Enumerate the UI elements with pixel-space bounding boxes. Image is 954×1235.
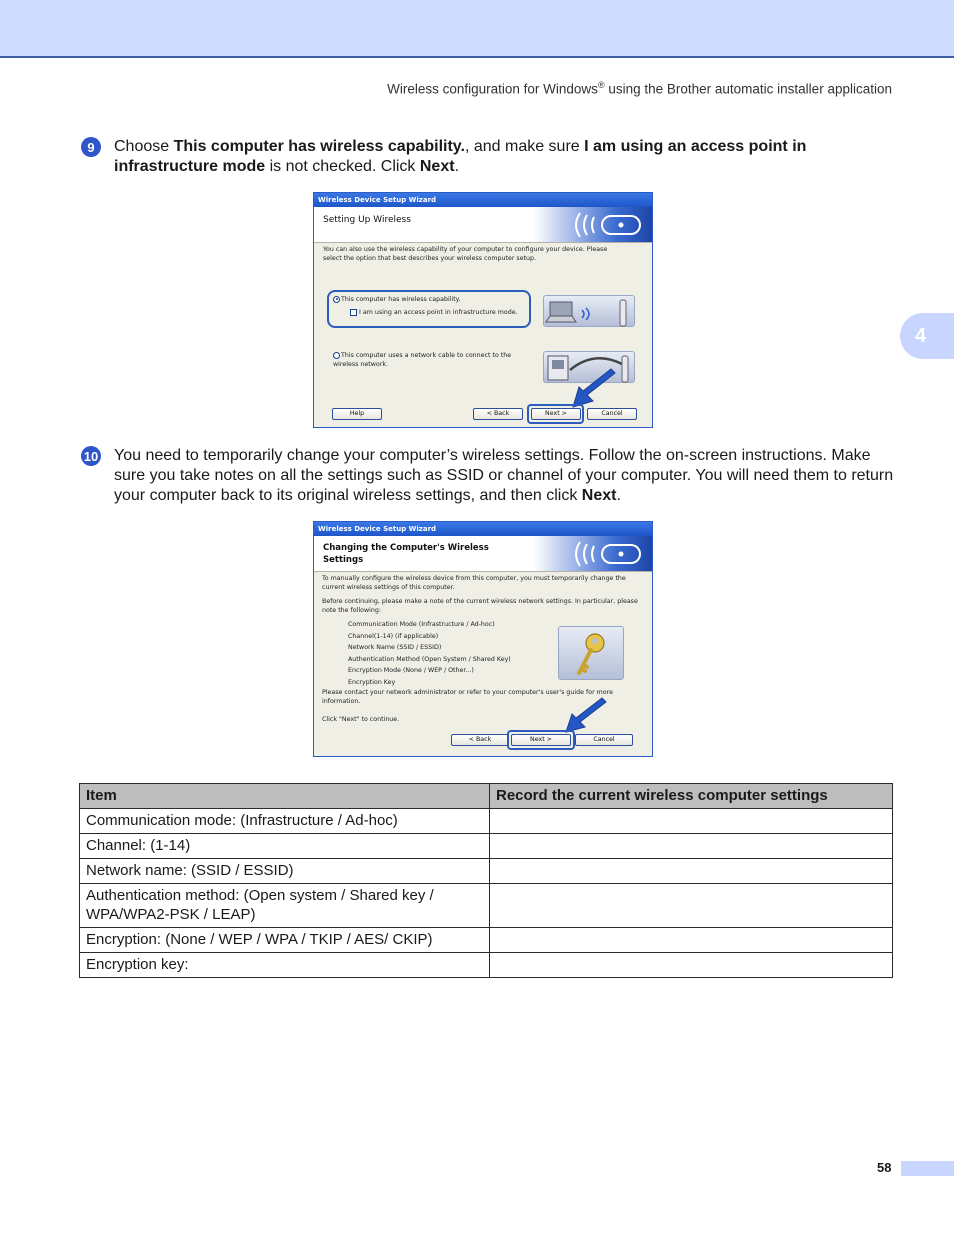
list-item: Encryption Mode (None / WEP / Other...) xyxy=(348,667,474,675)
dialog-header xyxy=(314,536,652,572)
dialog-title-bar: Wireless Device Setup Wizard xyxy=(314,193,652,207)
dialog-paragraph-1: To manually configure the wireless device from this computer, you must temporarily change the current wireless settings of this computer. xyxy=(322,575,626,591)
change-settings-dialog xyxy=(313,521,653,757)
cancel-button[interactable]: Cancel xyxy=(587,408,637,420)
setup-wireless-dialog xyxy=(313,192,653,428)
next-button[interactable]: Next > xyxy=(531,408,581,420)
step-9-badge: 9 xyxy=(81,137,101,157)
key-icon xyxy=(559,627,625,681)
key-image xyxy=(558,626,624,680)
header-band xyxy=(0,0,954,58)
help-button[interactable]: Help xyxy=(332,408,382,420)
dialog-intro: You can also use the wireless capability of your computer to configure your device. Please select the option that best describes your wireless computer setup. xyxy=(323,246,608,262)
column-header-record: Record the current wireless computer settings xyxy=(490,784,893,809)
wifi-waves-icon xyxy=(574,540,644,568)
dialog-header xyxy=(314,207,652,243)
cancel-button[interactable]: Cancel xyxy=(575,734,633,746)
table-row xyxy=(80,809,893,834)
wifi-waves-icon xyxy=(574,211,644,239)
infrastructure-checkbox[interactable]: I am using an access point in infrastructure mode. xyxy=(350,308,530,317)
item-cell: Channel: (1-14) xyxy=(80,834,490,859)
running-header: Wireless configuration for Windows® using the Brother automatic installer application xyxy=(387,80,892,97)
record-cell xyxy=(490,928,893,953)
item-cell: Encryption key: xyxy=(80,953,490,978)
record-cell xyxy=(490,809,893,834)
laptop-wireless-image xyxy=(543,295,635,327)
list-item: Channel(1-14) (if applicable) xyxy=(348,632,439,640)
table-row xyxy=(80,928,893,953)
list-item: Encryption Key xyxy=(348,678,396,686)
dialog-paragraph-2: Before continuing, please make a note of the current wireless network settings. In particular, please note the following: xyxy=(322,598,638,614)
dialog-heading: Changing the Computer's Wireless Settings xyxy=(323,543,489,565)
list-item: Authentication Method (Open System / Shared Key) xyxy=(348,655,511,663)
checkbox-icon xyxy=(350,309,357,316)
table-row xyxy=(80,953,893,978)
dialog-heading: Setting Up Wireless xyxy=(323,215,411,225)
table-row xyxy=(80,859,893,884)
radio-selected-icon xyxy=(333,296,340,303)
item-cell: Encryption: (None / WEP / WPA / TKIP / AES/ CKIP) xyxy=(80,928,490,953)
next-button[interactable]: Next > xyxy=(511,734,571,746)
pointer-arrow-icon xyxy=(567,367,619,409)
option-cable-radio[interactable]: This computer uses a network cable to connect to the wireless network. xyxy=(333,352,512,368)
table-row xyxy=(80,884,893,928)
chapter-tab: 4 xyxy=(900,313,954,359)
list-item: Network Name (SSID / ESSID) xyxy=(348,644,442,652)
step-10-badge: 10 xyxy=(81,446,101,466)
table-row xyxy=(80,834,893,859)
settings-list xyxy=(348,619,548,689)
settings-record-table xyxy=(79,783,893,978)
record-cell xyxy=(490,953,893,978)
dialog-title-bar: Wireless Device Setup Wizard xyxy=(314,522,652,536)
record-cell xyxy=(490,859,893,884)
radio-unselected-icon xyxy=(333,352,340,359)
page-number: 58 xyxy=(877,1160,892,1175)
pointer-arrow-icon xyxy=(562,696,610,734)
item-cell: Communication mode: (Infrastructure / Ad-hoc) xyxy=(80,809,490,834)
item-cell: Authentication method: (Open system / Shared key / WPA/WPA2-PSK / LEAP) xyxy=(80,884,490,928)
step-9-text: Choose This computer has wireless capability., and make sure I am using an access point in infrastructure mode is not checked. Click Next. xyxy=(114,138,807,175)
step-10-text: You need to temporarily change your computer’s wireless settings. Follow the on-screen instructions. Make sure you take notes on all the settings such as SSID or channel of your computer. You will need them to return your computer back to its original wireless settings, and then click Next. xyxy=(114,447,894,504)
record-cell xyxy=(490,834,893,859)
back-button[interactable]: < Back xyxy=(473,408,523,420)
option-wireless-radio[interactable]: This computer has wireless capability. xyxy=(333,295,523,304)
wireless-logo xyxy=(534,207,652,242)
list-item: Communication Mode (Infrastructure / Ad-hoc) xyxy=(348,621,495,628)
dialog-paragraph-4: Click "Next" to continue. xyxy=(322,716,400,723)
back-button[interactable]: < Back xyxy=(451,734,509,746)
item-cell: Network name: (SSID / ESSID) xyxy=(80,859,490,884)
dialog-paragraph-3: Please contact your network administrator or refer to your computer's user's guide for more information. xyxy=(322,689,613,705)
wireless-logo xyxy=(534,536,652,571)
page-number-bar xyxy=(901,1161,954,1176)
column-header-item: Item xyxy=(80,784,490,809)
table-header-row xyxy=(80,784,893,809)
record-cell xyxy=(490,884,893,928)
